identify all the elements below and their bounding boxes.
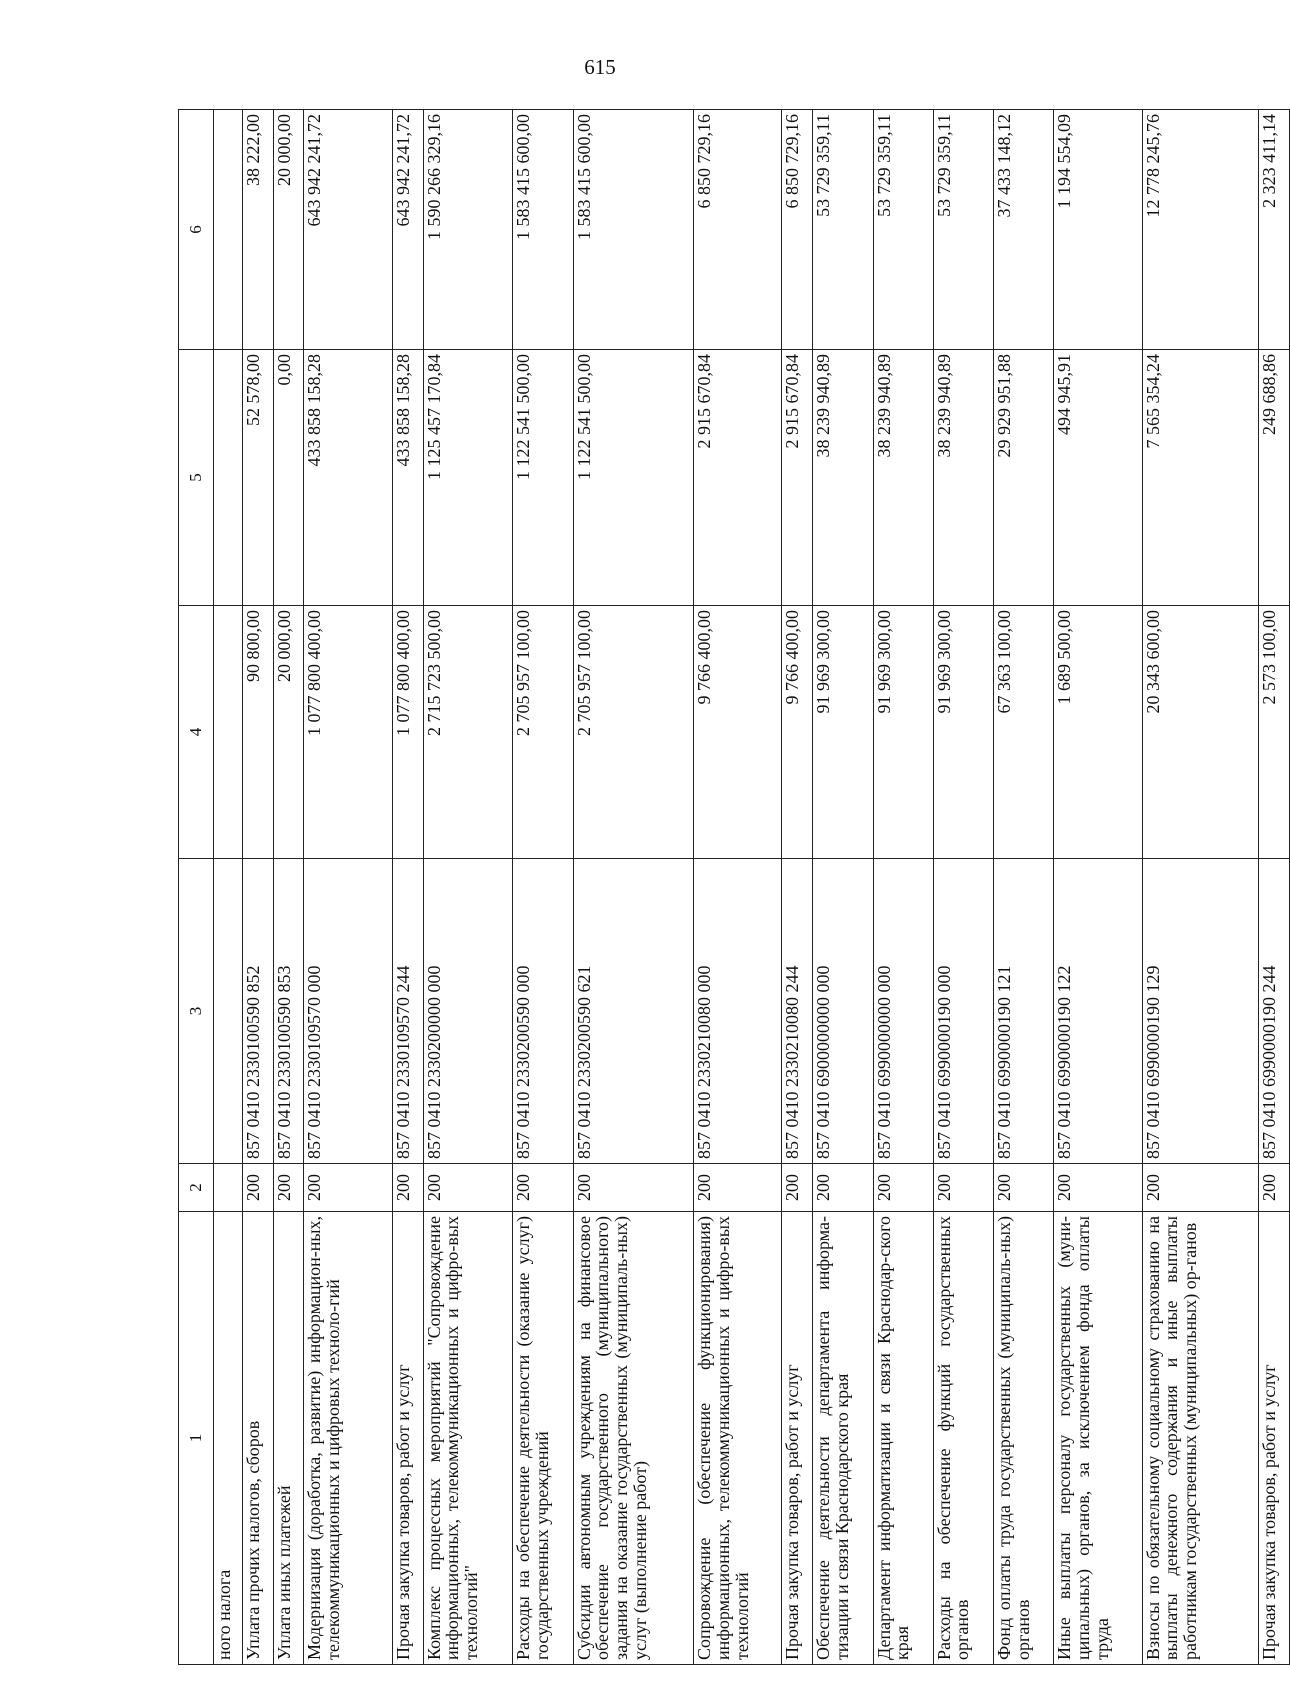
row-group-cell: 200: [782, 1164, 813, 1212]
row-value5-cell: [213, 350, 242, 606]
row-value6-cell: 6 850 729,16: [782, 110, 813, 350]
table-row: [242, 110, 273, 1665]
row-value5-cell: 249 688,86: [1259, 350, 1290, 606]
row-value6-cell: 643 942 241,72: [304, 110, 392, 350]
row-value4-cell: 1 077 800 400,00: [304, 606, 392, 859]
row-group-cell: [213, 1164, 242, 1212]
row-name-cell: Обеспечение деятельности департамента информа-тизации и связи Краснодарского края: [813, 1212, 873, 1665]
header-cell: 2: [179, 1164, 214, 1212]
row-value6-cell: 6 850 729,16: [694, 110, 782, 350]
row-value5-cell: 1 122 541 500,00: [513, 350, 573, 606]
table-row: [813, 110, 873, 1665]
row-code-cell: 857 0410 6990000190 129: [1142, 859, 1258, 1164]
row-value5-cell: 433 858 158,28: [304, 350, 392, 606]
row-group-cell: 200: [1259, 1164, 1290, 1212]
row-group-cell: 200: [304, 1164, 392, 1212]
row-value5-cell: 38 239 940,89: [933, 350, 993, 606]
row-code-cell: 857 0410 2330200590 000: [513, 859, 573, 1164]
row-value6-cell: 53 729 359,11: [933, 110, 993, 350]
row-name-cell: Прочая закупка товаров, работ и услуг: [782, 1212, 813, 1665]
row-code-cell: 857 0410 2330109570 000: [304, 859, 392, 1164]
row-code-cell: 857 0410 2330100590 852: [242, 859, 273, 1164]
row-value5-cell: 2 915 670,84: [782, 350, 813, 606]
row-value5-cell: 494 945,91: [1054, 350, 1142, 606]
header-cell: 6: [179, 110, 214, 350]
row-value4-cell: 67 363 100,00: [994, 606, 1054, 859]
row-value5-cell: 1 122 541 500,00: [573, 350, 694, 606]
row-value5-cell: 0,00: [273, 350, 304, 606]
table-row: [1054, 110, 1142, 1665]
row-name-cell: Департамент информатизации и связи Краснодар-ского края: [873, 1212, 933, 1665]
row-value5-cell: 38 239 940,89: [813, 350, 873, 606]
table-row: [694, 110, 782, 1665]
row-code-cell: 857 0410 6990000190 000: [933, 859, 993, 1164]
row-value4-cell: 2 715 723 500,00: [423, 606, 513, 859]
row-code-cell: 857 0410 6990000190 244: [1259, 859, 1290, 1164]
row-value4-cell: 2 573 100,00: [1259, 606, 1290, 859]
row-group-cell: 200: [242, 1164, 273, 1212]
table-row: [1142, 110, 1258, 1665]
row-group-cell: 200: [873, 1164, 933, 1212]
row-value6-cell: 53 729 359,11: [813, 110, 873, 350]
row-value6-cell: 38 222,00: [242, 110, 273, 350]
row-value4-cell: 1 077 800 400,00: [392, 606, 423, 859]
row-value4-cell: 2 705 957 100,00: [573, 606, 694, 859]
row-code-cell: 857 0410 6990000190 121: [994, 859, 1054, 1164]
row-code-cell: 857 0410 2330109570 244: [392, 859, 423, 1164]
row-name-cell: Прочая закупка товаров, работ и услуг: [392, 1212, 423, 1665]
row-name-cell: Уплата прочих налогов, сборов: [242, 1212, 273, 1665]
row-group-cell: 200: [1054, 1164, 1142, 1212]
row-code-cell: 857 0410 2330210080 244: [782, 859, 813, 1164]
row-name-cell: ного налога: [213, 1212, 242, 1665]
table-row: [392, 110, 423, 1665]
row-code-cell: [213, 859, 242, 1164]
row-group-cell: 200: [694, 1164, 782, 1212]
row-group-cell: 200: [933, 1164, 993, 1212]
header-cell: 4: [179, 606, 214, 859]
row-value6-cell: 1 590 266 329,16: [423, 110, 513, 350]
header-row: [179, 110, 214, 1665]
row-name-cell: Иные выплаты персоналу государственных (муни-ципальных) органов, за исключением фонда оплаты труда: [1054, 1212, 1142, 1665]
row-code-cell: 857 0410 6900000000 000: [813, 859, 873, 1164]
table-row: [273, 110, 304, 1665]
row-value4-cell: 90 800,00: [242, 606, 273, 859]
table-row: [573, 110, 694, 1665]
row-value6-cell: 53 729 359,11: [873, 110, 933, 350]
row-value6-cell: 12 778 245,76: [1142, 110, 1258, 350]
table-row: [513, 110, 573, 1665]
row-value4-cell: 2 705 957 100,00: [513, 606, 573, 859]
row-value6-cell: 2 323 411,14: [1259, 110, 1290, 350]
table-row: [933, 110, 993, 1665]
table-row: [213, 110, 242, 1665]
row-group-cell: 200: [423, 1164, 513, 1212]
row-value5-cell: 52 578,00: [242, 350, 273, 606]
row-value5-cell: 433 858 158,28: [392, 350, 423, 606]
row-name-cell: Расходы на обеспечение деятельности (оказание услуг) государственных учреждений: [513, 1212, 573, 1665]
row-value5-cell: 7 565 354,24: [1142, 350, 1258, 606]
row-name-cell: Субсидии автономным учреждениям на финансовое обеспечение государственного (муниципального) задания на оказание государственных (муниципаль-ных) услуг (выполнение работ): [573, 1212, 694, 1665]
row-code-cell: 857 0410 2330200000 000: [423, 859, 513, 1164]
table-row: [873, 110, 933, 1665]
row-value5-cell: 2 915 670,84: [694, 350, 782, 606]
row-value6-cell: [213, 110, 242, 350]
row-name-cell: Уплата иных платежей: [273, 1212, 304, 1665]
row-name-cell: Сопровождение (обеспечение функционирования) информационных, телекоммуникационных и цифро-вых технологий: [694, 1212, 782, 1665]
row-value4-cell: 91 969 300,00: [873, 606, 933, 859]
row-value6-cell: 1 583 415 600,00: [513, 110, 573, 350]
row-value4-cell: 1 689 500,00: [1054, 606, 1142, 859]
table-row: [994, 110, 1054, 1665]
table-row: [423, 110, 513, 1665]
row-code-cell: 857 0410 2330100590 853: [273, 859, 304, 1164]
header-cell: 3: [179, 859, 214, 1164]
row-group-cell: 200: [1142, 1164, 1258, 1212]
row-name-cell: Взносы по обязательному социальному страхованию на выплаты денежного содержания и иные выплаты работникам государственных (муниципальных) ор-ганов: [1142, 1212, 1258, 1665]
table-row: [1259, 110, 1290, 1665]
row-name-cell: Модернизация (доработка, развитие) информацион-ных, телекоммуникационных и цифровых техноло-гий: [304, 1212, 392, 1665]
row-code-cell: 857 0410 2330200590 621: [573, 859, 694, 1164]
row-value6-cell: 1 194 554,09: [1054, 110, 1142, 350]
header-cell: 5: [179, 350, 214, 606]
table-row: [782, 110, 813, 1665]
rotated-table-container: [178, 110, 1290, 1665]
row-value4-cell: [213, 606, 242, 859]
row-group-cell: 200: [994, 1164, 1054, 1212]
row-value4-cell: 91 969 300,00: [813, 606, 873, 859]
row-group-cell: 200: [273, 1164, 304, 1212]
row-group-cell: 200: [392, 1164, 423, 1212]
header-cell: 1: [179, 1212, 214, 1665]
row-value5-cell: 38 239 940,89: [873, 350, 933, 606]
row-value6-cell: 37 433 148,12: [994, 110, 1054, 350]
row-value4-cell: 20 343 600,00: [1142, 606, 1258, 859]
row-value5-cell: 29 929 951,88: [994, 350, 1054, 606]
row-code-cell: 857 0410 2330210080 000: [694, 859, 782, 1164]
row-value6-cell: 20 000,00: [273, 110, 304, 350]
row-value4-cell: 20 000,00: [273, 606, 304, 859]
row-value4-cell: 9 766 400,00: [694, 606, 782, 859]
row-value6-cell: 643 942 241,72: [392, 110, 423, 350]
row-name-cell: Комплекс процессных мероприятий "Сопровождение информационных, телекоммуникационных и цифро-вых технологий": [423, 1212, 513, 1665]
row-name-cell: Прочая закупка товаров, работ и услуг: [1259, 1212, 1290, 1665]
table-row: [304, 110, 392, 1665]
row-group-cell: 200: [513, 1164, 573, 1212]
row-value6-cell: 1 583 415 600,00: [573, 110, 694, 350]
row-name-cell: Расходы на обеспечение функций государственных органов: [933, 1212, 993, 1665]
row-group-cell: 200: [573, 1164, 694, 1212]
row-group-cell: 200: [813, 1164, 873, 1212]
row-value5-cell: 1 125 457 170,84: [423, 350, 513, 606]
row-value4-cell: 91 969 300,00: [933, 606, 993, 859]
row-code-cell: 857 0410 6990000190 122: [1054, 859, 1142, 1164]
row-code-cell: 857 0410 6990000000 000: [873, 859, 933, 1164]
row-name-cell: Фонд оплаты труда государственных (муниципаль-ных) органов: [994, 1212, 1054, 1665]
row-value4-cell: 9 766 400,00: [782, 606, 813, 859]
page-number: 615: [584, 55, 616, 79]
budget-table: [178, 109, 1290, 1665]
